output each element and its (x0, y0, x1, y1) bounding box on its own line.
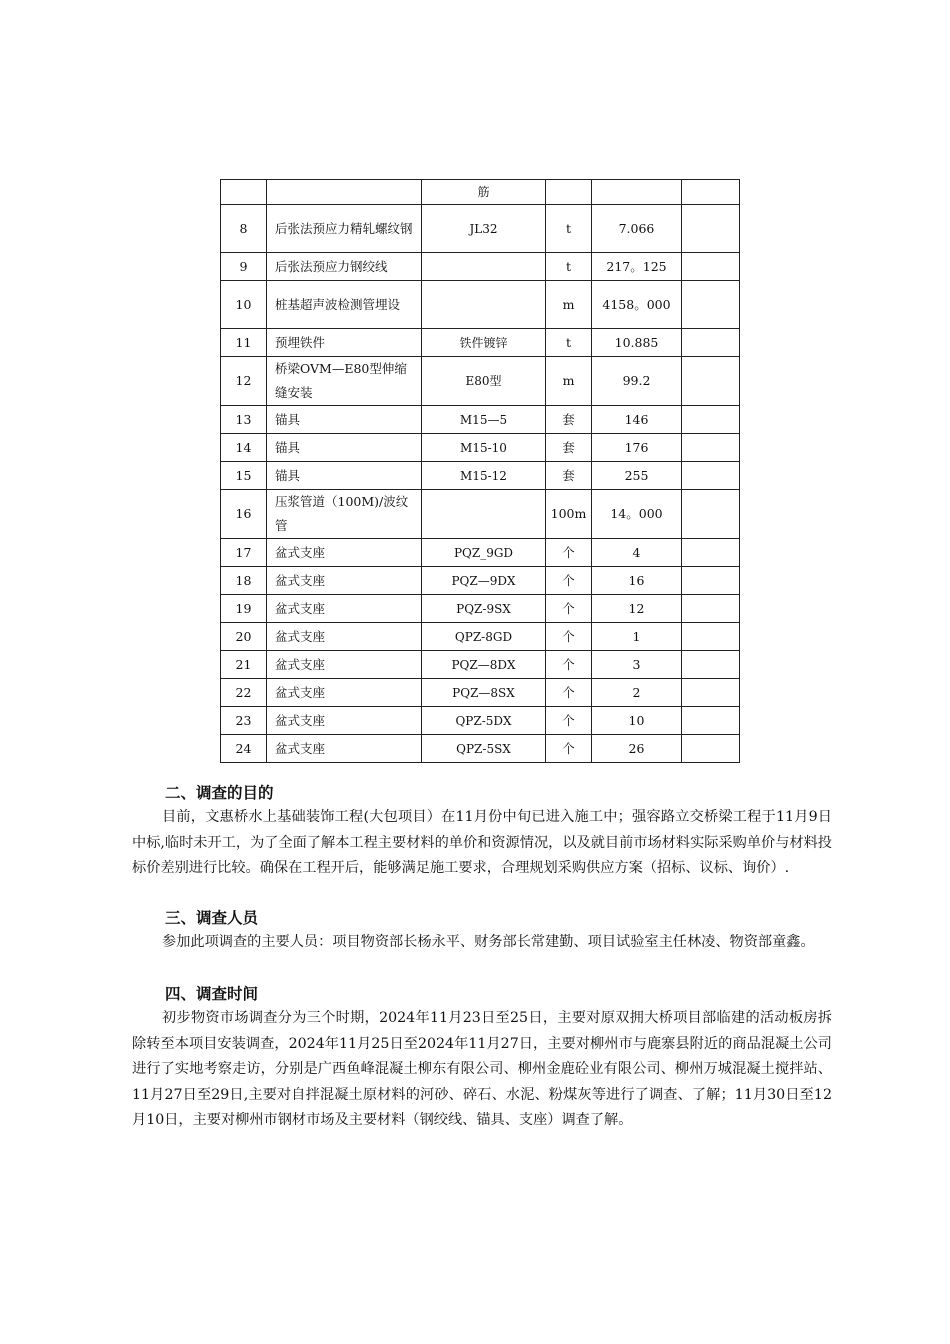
note-cell (682, 595, 740, 623)
note-cell (682, 539, 740, 567)
table-row (221, 735, 740, 763)
unit-cell: 套 (546, 434, 592, 462)
table-row (221, 651, 740, 679)
table-row (221, 707, 740, 735)
spec-cell: M15-12 (422, 462, 546, 490)
quantity-cell: 7.066 (592, 205, 682, 253)
unit-cell: 套 (546, 406, 592, 434)
quantity-cell: 3 (592, 651, 682, 679)
spec-cell: M15—5 (422, 406, 546, 434)
material-name-cell: 盆式支座 (267, 707, 422, 735)
row-number-cell: 8 (221, 205, 267, 253)
unit-cell: 个 (546, 707, 592, 735)
unit-cell: 个 (546, 595, 592, 623)
row-number-cell: 14 (221, 434, 267, 462)
time-heading: 四、调查时间 (165, 985, 259, 1003)
table-row (221, 329, 740, 357)
spec-cell: E80型 (422, 357, 546, 406)
note-cell (682, 735, 740, 763)
unit-cell: 个 (546, 679, 592, 707)
row-number-cell: 22 (221, 679, 267, 707)
row-number-cell: 20 (221, 623, 267, 651)
note-cell (682, 490, 740, 539)
note-cell (682, 462, 740, 490)
note-cell (682, 180, 740, 205)
material-name-cell: 盆式支座 (267, 735, 422, 763)
quantity-cell (592, 180, 682, 205)
table-row (221, 406, 740, 434)
material-name-cell: 盆式支座 (267, 567, 422, 595)
spec-cell: 铁件镀锌 (422, 329, 546, 357)
row-number-cell: 12 (221, 357, 267, 406)
table-row (221, 281, 740, 329)
table-row (221, 357, 740, 406)
staff-paragraph: 参加此项调查的主要人员：项目物资部长杨永平、财务部长常建勤、项目试验室主任林凌、物资部童鑫。 (162, 934, 815, 950)
unit-cell: t (546, 253, 592, 281)
note-cell (682, 357, 740, 406)
table-row (221, 434, 740, 462)
unit-cell: 个 (546, 651, 592, 679)
spec-cell: PQZ—9DX (422, 567, 546, 595)
table-row (221, 679, 740, 707)
spec-cell (422, 253, 546, 281)
quantity-cell: 255 (592, 462, 682, 490)
note-cell (682, 205, 740, 253)
time-paragraph: 初步物资市场调查分为三个时期，2024年11月23日至25日，主要对原双拥大桥项目部临建的活动板房拆除转至本项目安装调查，2024年11月25日至2024年11月27日，主要对柳州市与鹿寨县附近的商品混凝土公司进行了实地考察走访，分别是广西鱼峰混凝土柳东有限公司、柳州金鹿砼业有限公司、柳州万城混凝土搅拌站、11月27日至29日,主要对自拌混凝土原材料的河砂、碎石、水泥、粉煤灰等进行了调查、了解；11月30日至12月10日，主要对柳州市钢材市场及主要材料（钢绞线、锚具、支座）调查了解。 (132, 1010, 832, 1128)
spec-cell: 筋 (422, 180, 546, 205)
quantity-cell: 4 (592, 539, 682, 567)
unit-cell: 个 (546, 567, 592, 595)
note-cell (682, 567, 740, 595)
table-row (221, 567, 740, 595)
quantity-cell: 4158。000 (592, 281, 682, 329)
unit-cell: t (546, 205, 592, 253)
row-number-cell: 16 (221, 490, 267, 539)
row-number-cell: 9 (221, 253, 267, 281)
spec-cell: QPZ-5DX (422, 707, 546, 735)
table-row (221, 205, 740, 253)
material-name-cell: 桥梁OVM—E80型伸缩缝安装 (267, 357, 422, 406)
spec-cell: PQZ—8SX (422, 679, 546, 707)
quantity-cell: 10 (592, 707, 682, 735)
quantity-cell: 14。000 (592, 490, 682, 539)
unit-cell: 个 (546, 539, 592, 567)
material-name-cell: 后张法预应力钢绞线 (267, 253, 422, 281)
spec-cell: JL32 (422, 205, 546, 253)
unit-cell: 套 (546, 462, 592, 490)
material-name-cell: 盆式支座 (267, 539, 422, 567)
unit-cell: m (546, 281, 592, 329)
purpose-paragraph: 目前，文惠桥水上基础装饰工程(大包项目）在11月份中旬已进入施工中；强容路立交桥梁工程于11月9日中标,临时未开工，为了全面了解本工程主要材料的单价和资源情况，以及就目前市场材料实际采购单价与材料投标价差别进行比较。确保在工程开后，能够满足施工要求，合理规划采购供应方案（招标、议标、询价）. (132, 809, 832, 876)
note-cell (682, 253, 740, 281)
quantity-cell: 10.885 (592, 329, 682, 357)
table-row (221, 595, 740, 623)
row-number-cell: 23 (221, 707, 267, 735)
note-cell (682, 707, 740, 735)
row-number-cell: 11 (221, 329, 267, 357)
material-name-cell: 盆式支座 (267, 623, 422, 651)
quantity-cell: 217。125 (592, 253, 682, 281)
quantity-cell: 176 (592, 434, 682, 462)
spec-cell: PQZ—8DX (422, 651, 546, 679)
note-cell (682, 651, 740, 679)
spec-cell: M15-10 (422, 434, 546, 462)
material-name-cell: 压浆管道（100M)/波纹管 (267, 490, 422, 539)
note-cell (682, 679, 740, 707)
note-cell (682, 281, 740, 329)
quantity-cell: 2 (592, 679, 682, 707)
materials-table (220, 179, 740, 763)
table-row (221, 180, 740, 205)
unit-cell: 100m (546, 490, 592, 539)
quantity-cell: 26 (592, 735, 682, 763)
table-row (221, 623, 740, 651)
table-row (221, 490, 740, 539)
material-name-cell: 预埋铁件 (267, 329, 422, 357)
unit-cell: m (546, 357, 592, 406)
row-number-cell: 10 (221, 281, 267, 329)
row-number-cell: 21 (221, 651, 267, 679)
material-name-cell: 盆式支座 (267, 651, 422, 679)
spec-cell (422, 490, 546, 539)
purpose-heading: 二、调查的目的 (165, 784, 274, 802)
row-number-cell: 24 (221, 735, 267, 763)
table-row (221, 253, 740, 281)
row-number-cell: 18 (221, 567, 267, 595)
material-name-cell: 盆式支座 (267, 679, 422, 707)
material-name-cell: 桩基超声波检测管埋设 (267, 281, 422, 329)
material-name-cell: 盆式支座 (267, 595, 422, 623)
row-number-cell (221, 180, 267, 205)
note-cell (682, 406, 740, 434)
table-row (221, 539, 740, 567)
material-name-cell: 后张法预应力精轧螺纹钢 (267, 205, 422, 253)
row-number-cell: 17 (221, 539, 267, 567)
material-name-cell (267, 180, 422, 205)
spec-cell: QPZ-8GD (422, 623, 546, 651)
spec-cell: QPZ-5SX (422, 735, 546, 763)
unit-cell: t (546, 329, 592, 357)
spec-cell: PQZ-9SX (422, 595, 546, 623)
table-row (221, 462, 740, 490)
quantity-cell: 12 (592, 595, 682, 623)
staff-heading: 三、调查人员 (165, 909, 259, 927)
unit-cell: 个 (546, 735, 592, 763)
spec-cell: PQZ_9GD (422, 539, 546, 567)
unit-cell (546, 180, 592, 205)
row-number-cell: 19 (221, 595, 267, 623)
note-cell (682, 329, 740, 357)
quantity-cell: 1 (592, 623, 682, 651)
materials-table-body (221, 180, 740, 763)
material-name-cell: 锚具 (267, 406, 422, 434)
quantity-cell: 99.2 (592, 357, 682, 406)
material-name-cell: 锚具 (267, 434, 422, 462)
quantity-cell: 16 (592, 567, 682, 595)
material-name-cell: 锚具 (267, 462, 422, 490)
unit-cell: 个 (546, 623, 592, 651)
row-number-cell: 13 (221, 406, 267, 434)
row-number-cell: 15 (221, 462, 267, 490)
quantity-cell: 146 (592, 406, 682, 434)
spec-cell (422, 281, 546, 329)
note-cell (682, 434, 740, 462)
note-cell (682, 623, 740, 651)
